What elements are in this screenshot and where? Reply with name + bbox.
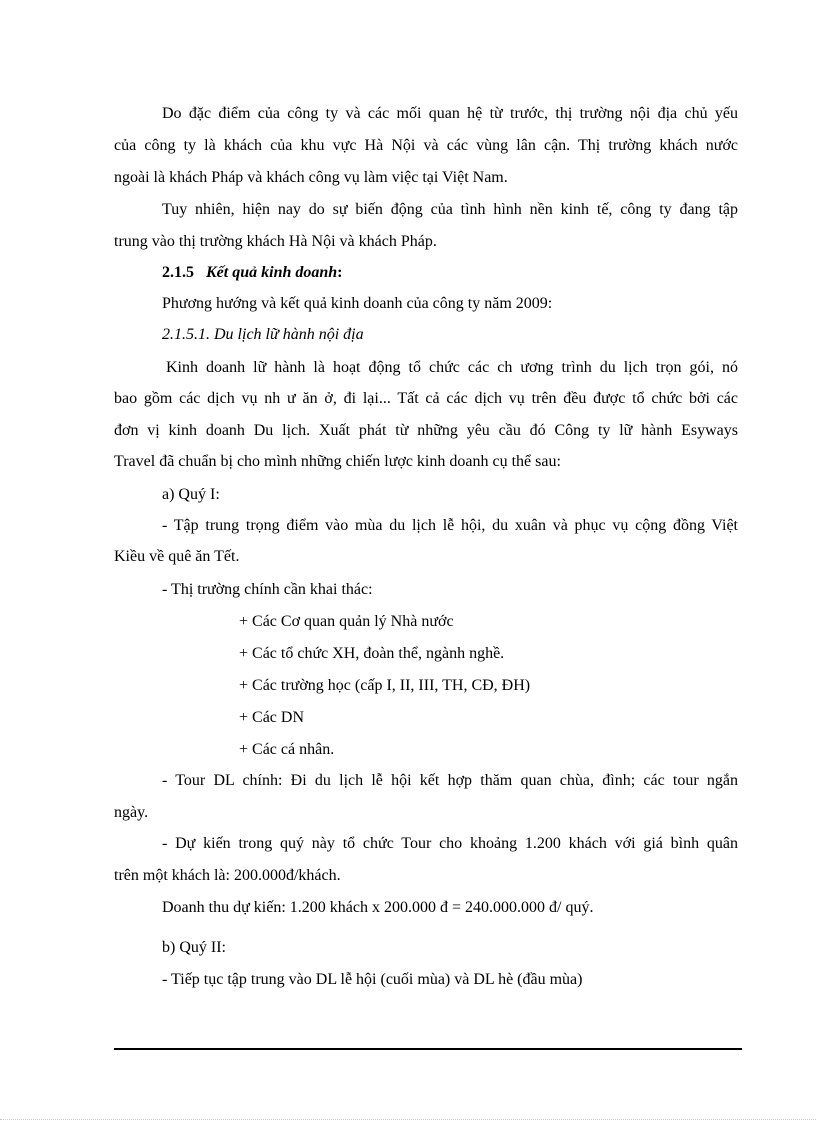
body-line: bao gồm các dịch vụ nh ư ăn ở, đi lại... Tất cả các dịch vụ trên đều được tổ chức bởi các [114, 390, 738, 407]
footer-rule [114, 1048, 742, 1050]
quarter-label: a) Quý I: [162, 486, 220, 503]
revenue-line: Doanh thu dự kiến: 1.200 khách x 200.000 đ = 240.000.000 đ/ quý. [162, 899, 594, 916]
list-item: + Các tổ chức XH, đoàn thể, ngành nghề. [239, 645, 505, 662]
list-item: + Các Cơ quan quản lý Nhà nước [239, 613, 454, 630]
body-line: đơn vị kinh doanh Du lịch. Xuất phát từ những yêu cầu đó Công ty lữ hành Esyways [114, 422, 738, 439]
body-line: Travel đã chuẩn bị cho mình những chiến lược kinh doanh cụ thể sau: [114, 453, 561, 470]
list-item: + Các cá nhân. [239, 741, 335, 758]
paragraph-line: Do đặc điểm của công ty và các mối quan hệ từ trước, thị trường nội địa chủ yếu [162, 105, 738, 122]
paragraph-line: của công ty là khách của khu vực Hà Nội và các vùng lân cận. Thị trường khách nước [114, 137, 738, 154]
subsection-heading: 2.1.5.1. Du lịch lữ hành nội địa [162, 326, 364, 343]
intro-line: Phương hướng và kết quả kinh doanh của công ty năm 2009: [162, 295, 553, 312]
body-line: ngày. [114, 804, 149, 821]
heading-number: 2.1.5 [162, 264, 194, 281]
body-line: - Tập trung trọng điểm vào mùa du lịch lễ hội, du xuân và phục vụ cộng đồng Việt [162, 517, 738, 534]
page-edge-divider [0, 1119, 816, 1120]
heading-title: Kết quả kinh doanh [206, 264, 338, 281]
paragraph-line: trung vào thị trường khách Hà Nội và khách Pháp. [114, 233, 437, 250]
paragraph-line: Tuy nhiên, hiện nay do sự biến động của tình hình nền kinh tế, công ty đang tập [162, 201, 738, 218]
quarter-label: b) Quý II: [162, 939, 226, 956]
heading-colon: : [337, 264, 343, 281]
body-line: - Tour DL chính: Đi du lịch lễ hội kết hợp thăm quan chùa, đình; các tour ngắn [162, 772, 738, 789]
body-line: Kinh doanh lữ hành là hoạt động tổ chức các ch ương trình du lịch trọn gói, nó [166, 359, 738, 376]
body-line: - Thị trường chính cần khai thác: [162, 581, 373, 598]
body-line: - Tiếp tục tập trung vào DL lễ hội (cuối mùa) và DL hè (đầu mùa) [162, 971, 583, 988]
body-line: trên một khách là: 200.000đ/khách. [114, 867, 341, 884]
list-item: + Các DN [239, 709, 305, 726]
body-line: Kiều về quê ăn Tết. [114, 548, 240, 565]
body-line: - Dự kiến trong quý này tổ chức Tour cho khoảng 1.200 khách với giá bình quân [162, 835, 738, 852]
section-heading [162, 263, 342, 283]
paragraph-line: ngoài là khách Pháp và khách công vụ làm việc tại Việt Nam. [114, 169, 508, 186]
list-item: + Các trường học (cấp I, II, III, TH, CĐ, ĐH) [239, 677, 531, 694]
